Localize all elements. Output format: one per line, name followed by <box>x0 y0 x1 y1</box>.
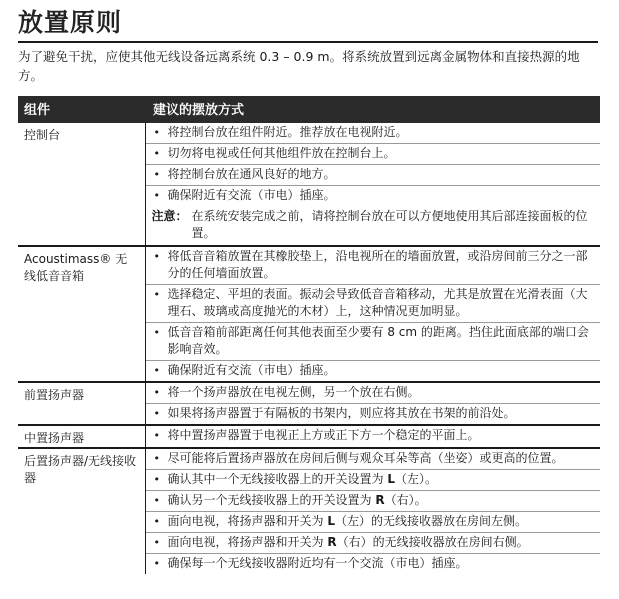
component-cell: 后置扬声器/无线接收器 <box>18 448 145 574</box>
list-item: • 确认其中一个无线接收器上的开关设置为 L（左）。 <box>146 470 601 491</box>
list-item: • 切勿将电视或任何其他组件放在控制台上。 <box>146 144 601 165</box>
component-cell: 前置扬声器 <box>18 382 145 425</box>
suggestion-cell <box>145 448 600 574</box>
list-item: • 尽可能将后置扬声器放在房间后侧与观众耳朵等高（坐姿）或更高的位置。 <box>146 449 601 470</box>
table-row <box>18 448 600 574</box>
list-item: • 将中置扬声器置于电视正上方或正下方一个稳定的平面上。 <box>153 428 480 442</box>
bullet-icon: • <box>153 126 160 139</box>
list-item: • 将低音音箱放置在其橡胶垫上，沿电视所在的墙面放置，或沿房间前三分之一部分的任何墙面放置。 <box>146 247 601 285</box>
bullet-list <box>146 123 601 206</box>
bullet-list <box>146 247 601 381</box>
bullet-list <box>146 426 601 446</box>
bullet-icon: • <box>153 189 160 202</box>
bullet-icon: • <box>153 515 160 528</box>
list-item: • 将一个扬声器放在电视左侧，另一个放在右侧。 <box>146 383 601 404</box>
list-item: • 确保每一个无线接收器附近均有一个交流（市电）插座。 <box>153 556 468 570</box>
list-item: • 确保附近有交流（市电）插座。 <box>153 363 336 377</box>
list-item: • 将控制台放在组件附近。推荐放在电视附近。 <box>146 123 601 144</box>
note <box>146 206 601 245</box>
suggestion-cell <box>145 246 600 382</box>
component-cell: Acoustimass® 无线低音音箱 <box>18 246 145 382</box>
table-header-row <box>18 96 600 122</box>
table-row <box>18 382 600 425</box>
bullet-list <box>146 449 601 574</box>
suggestion-cell <box>145 122 600 247</box>
page-title: 放置原则 <box>18 8 123 37</box>
bullet-icon: • <box>153 429 160 442</box>
header-suggestion: 建议的摆放方式 <box>145 96 600 122</box>
list-item: • 确认另一个无线接收器上的开关设置为 R（右）。 <box>146 491 601 512</box>
list-item: • 将控制台放在通风良好的地方。 <box>146 165 601 186</box>
bullet-list <box>146 383 601 424</box>
bullet-icon: • <box>153 386 160 399</box>
bullet-icon: • <box>153 557 160 570</box>
component-cell: 控制台 <box>18 122 145 247</box>
list-item: • 低音音箱前部距离任何其他表面至少要有 8 cm 的距离。挡住此面底部的端口会影响音效。 <box>146 323 601 361</box>
table-row <box>18 246 600 382</box>
bullet-icon: • <box>153 364 160 377</box>
bullet-icon: • <box>153 473 160 486</box>
header-component: 组件 <box>18 96 145 122</box>
table-row <box>18 122 600 247</box>
bullet-icon: • <box>153 326 160 339</box>
list-item: • 面向电视，将扬声器和开关为 R（右）的无线接收器放在房间右侧。 <box>146 533 601 554</box>
title-underline <box>18 41 598 43</box>
list-item: • 如果将扬声器置于有隔板的书架内，则应将其放在书架的前沿处。 <box>153 406 516 420</box>
note-label: 注意： <box>151 209 188 223</box>
suggestion-cell <box>145 382 600 425</box>
intro-paragraph: 为了避免干扰，应使其他无线设备远离系统 0.3 – 0.9 m。将系统放置到远离金属物体和直接热源的地方。 <box>18 49 580 83</box>
bullet-icon: • <box>153 168 160 181</box>
placement-table <box>18 96 600 574</box>
list-item: • 选择稳定、平坦的表面。振动会导致低音音箱移动，尤其是放置在光滑表面（大理石、玻璃或高度抛光的木材）上，这种情况更加明显。 <box>146 285 601 323</box>
bullet-icon: • <box>153 494 160 507</box>
suggestion-cell <box>145 425 600 448</box>
list-item: • 确保附近有交流（市电）插座。 <box>153 188 336 202</box>
bullet-icon: • <box>153 407 160 420</box>
bullet-icon: • <box>153 536 160 549</box>
list-item: • 面向电视，将扬声器和开关为 L（左）的无线接收器放在房间左侧。 <box>146 512 601 533</box>
note-text: 在系统安装完成之前，请将控制台放在可以方便地使用其后部连接面板的位置。 <box>191 209 588 240</box>
bullet-icon: • <box>153 147 160 160</box>
bullet-icon: • <box>153 452 160 465</box>
table-row <box>18 425 600 448</box>
bullet-icon: • <box>153 288 160 301</box>
component-cell: 中置扬声器 <box>18 425 145 448</box>
bullet-icon: • <box>153 250 160 263</box>
